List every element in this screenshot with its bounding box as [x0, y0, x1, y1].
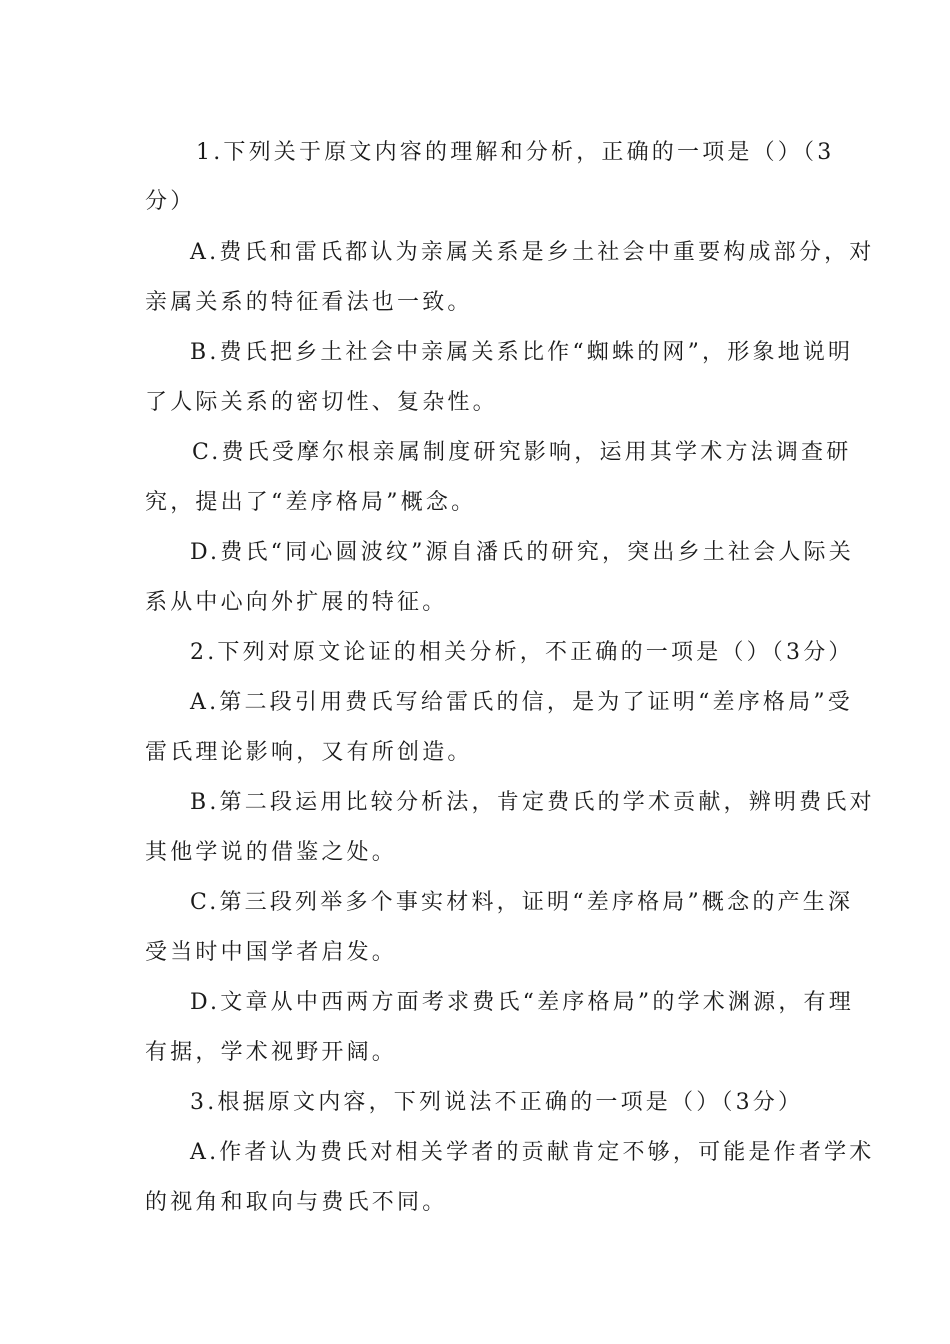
question-1-option-c-cont: 究，提出了“差序格局”概念。 — [145, 490, 477, 515]
question-2-option-b: B.第二段运用比较分析法，肯定费氏的学术贡献，辨明费氏对 — [190, 790, 875, 815]
question-2-stem: 2.下列对原文论证的相关分析，不正确的一项是（）（3分） — [190, 640, 854, 665]
question-2-option-b-cont: 其他学说的借鉴之处。 — [145, 840, 398, 865]
question-3-option-a-cont: 的视角和取向与费氏不同。 — [145, 1190, 448, 1215]
question-1-option-b-cont: 了人际关系的密切性、复杂性。 — [145, 390, 498, 415]
question-1-option-b: B.费氏把乡土社会中亲属关系比作“蜘蛛的网”，形象地说明 — [190, 340, 854, 365]
question-2-option-a: A.第二段引用费氏写给雷氏的信，是为了证明“差序格局”受 — [190, 690, 853, 715]
question-3-option-a: A.作者认为费氏对相关学者的贡献肯定不够，可能是作者学术 — [190, 1140, 875, 1165]
question-1-stem: 1.下列关于原文内容的理解和分析，正确的一项是（）（3 — [196, 140, 835, 165]
question-2-option-c: C.第三段列举多个事实材料，证明“差序格局”概念的产生深 — [190, 890, 854, 915]
question-1-option-d-cont: 系从中心向外扩展的特征。 — [145, 590, 448, 615]
question-2-option-d-cont: 有据，学术视野开阔。 — [145, 1040, 398, 1065]
question-1-option-c: C.费氏受摩尔根亲属制度研究影响，运用其学术方法调查研 — [192, 440, 852, 465]
question-2-option-a-cont: 雷氏理论影响，又有所创造。 — [145, 740, 473, 765]
question-2-option-c-cont: 受当时中国学者启发。 — [145, 940, 398, 965]
question-1-stem-cont: 分） — [145, 189, 196, 214]
question-1-option-a: A.费氏和雷氏都认为亲属关系是乡土社会中重要构成部分，对 — [190, 240, 875, 265]
question-1-option-a-cont: 亲属关系的特征看法也一致。 — [145, 290, 473, 315]
question-3-stem: 3.根据原文内容，下列说法不正确的一项是（）（3分） — [190, 1090, 804, 1115]
question-1-option-d: D.费氏“同心圆波纹”源自潘氏的研究，突出乡土社会人际关 — [190, 540, 854, 565]
question-2-option-d: D.文章从中西两方面考求费氏“差序格局”的学术渊源，有理 — [190, 990, 854, 1015]
